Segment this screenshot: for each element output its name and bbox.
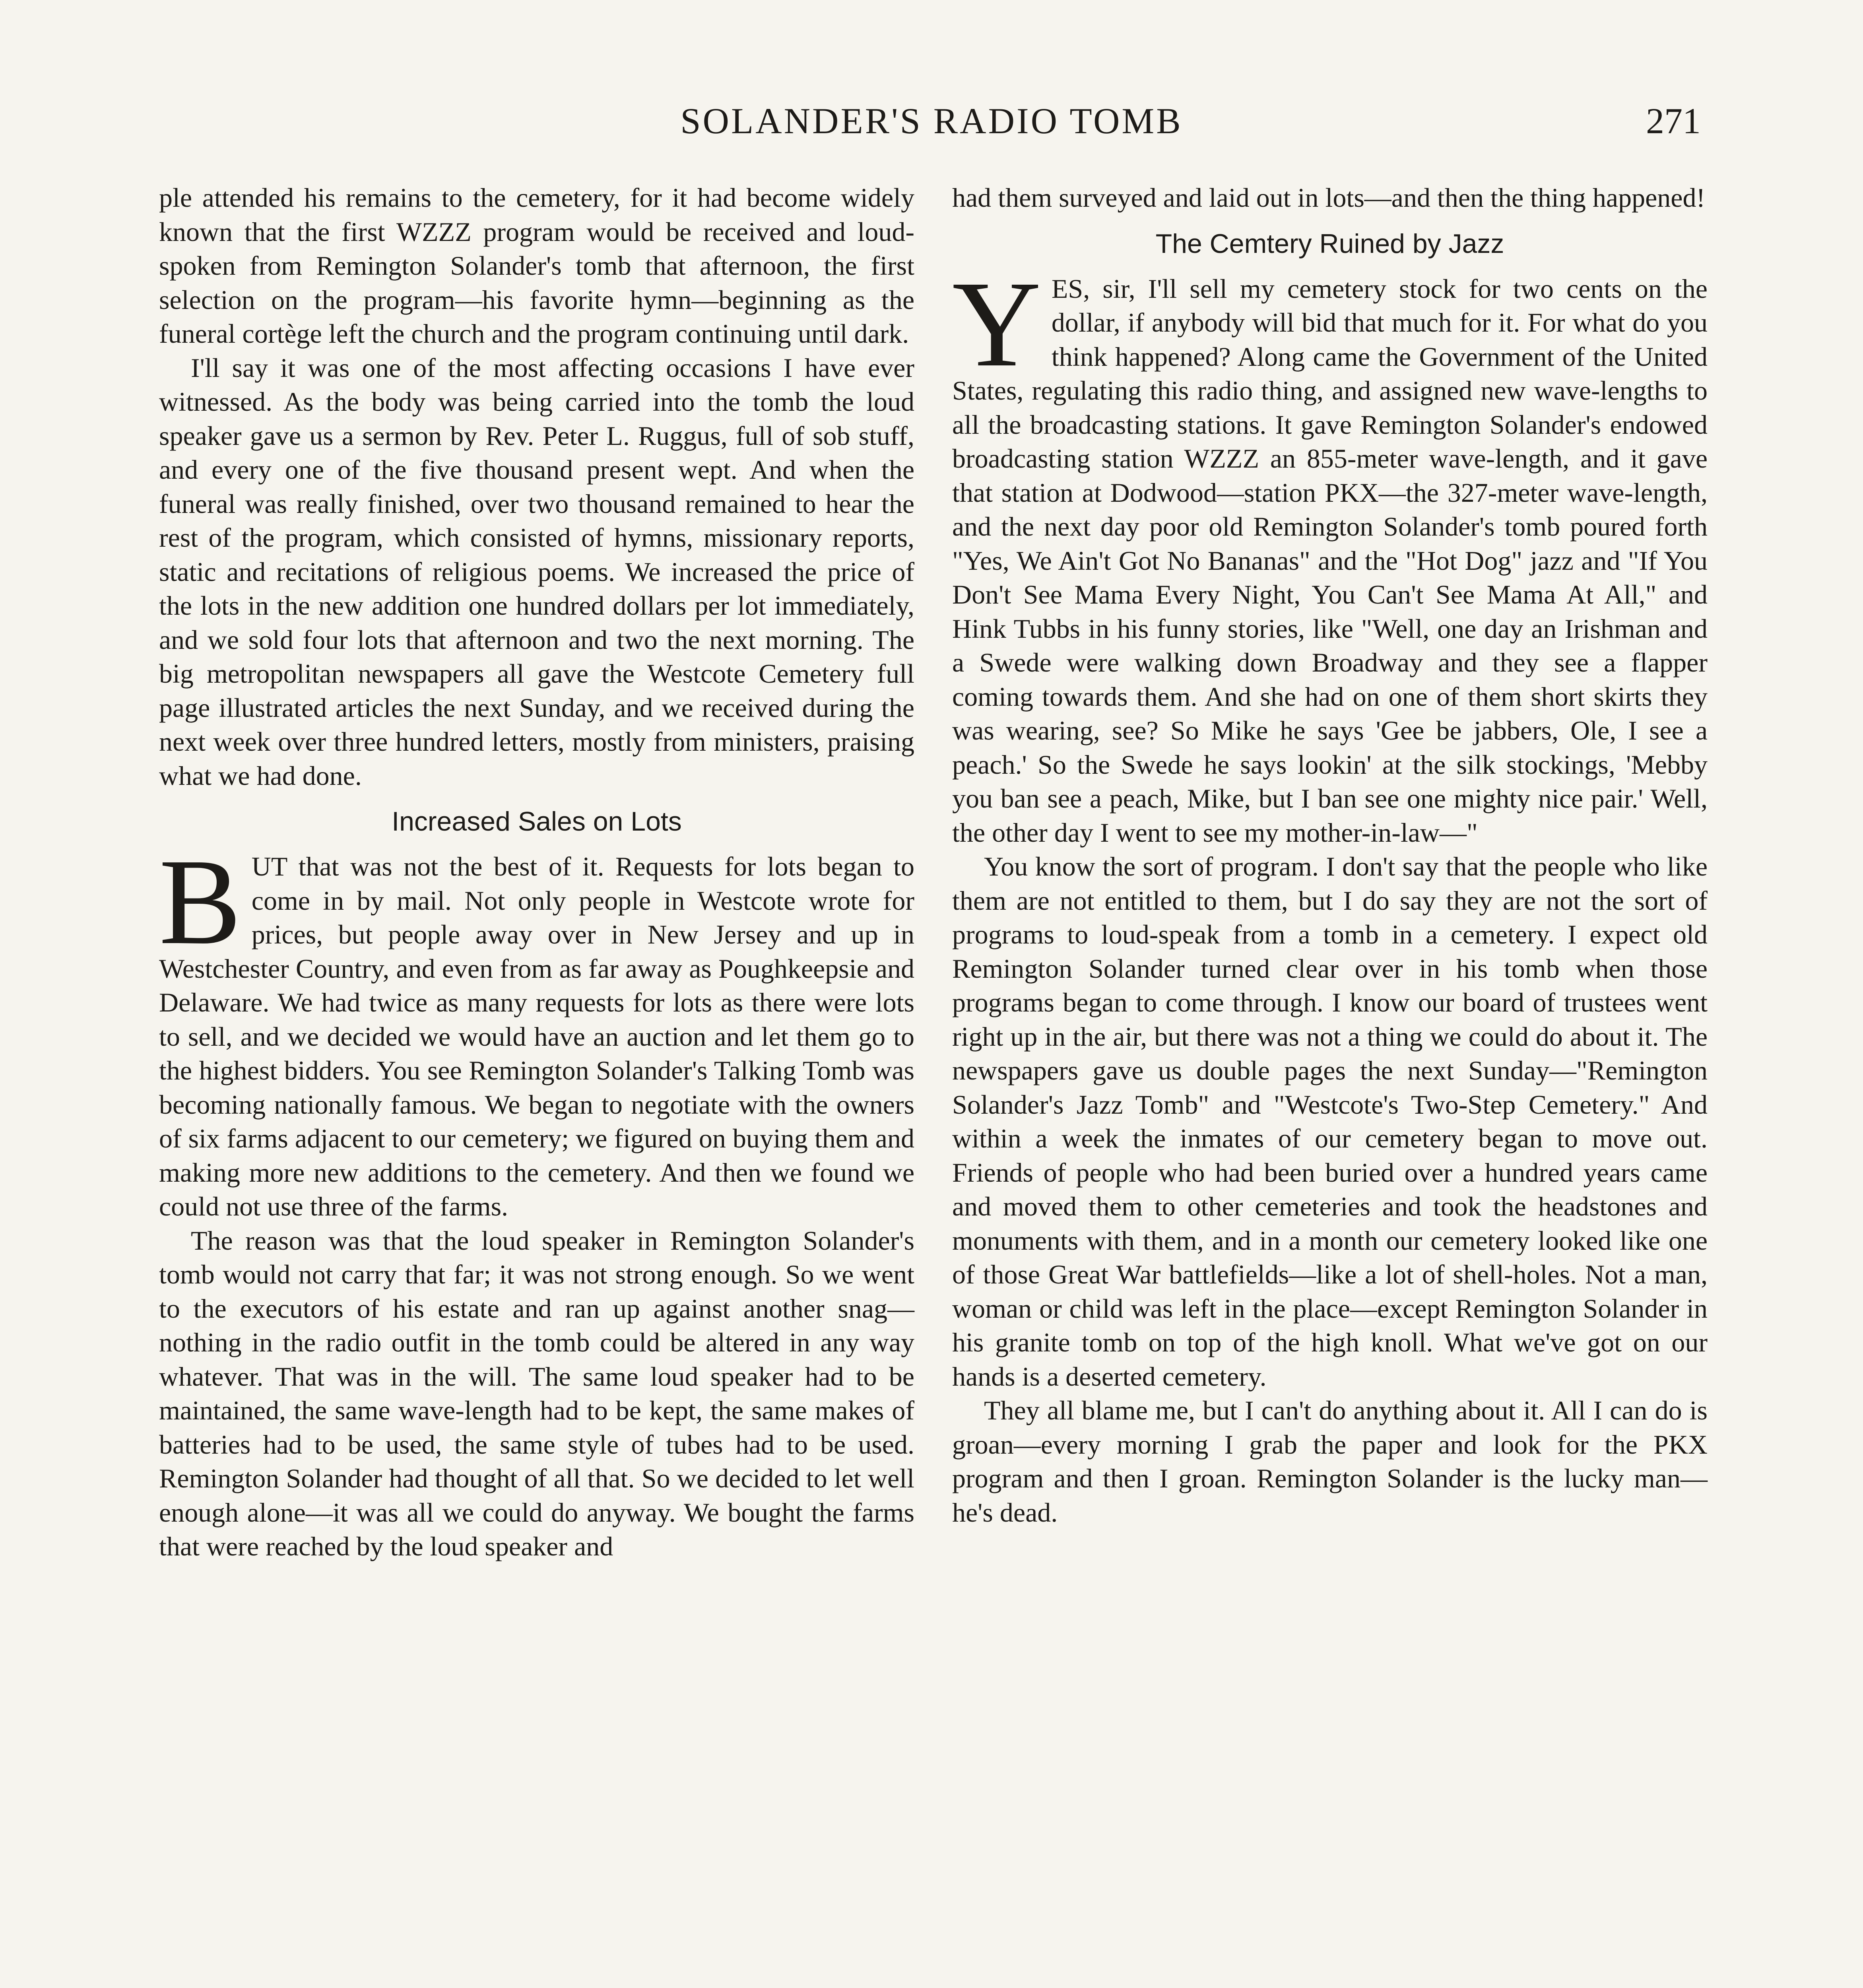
paragraph: had them surveyed and laid out in lots—and then the thing happened! — [952, 182, 1706, 213]
page-number: 271 — [1646, 101, 1701, 141]
right-column — [952, 181, 1708, 1530]
paragraph-text: ES, sir, I'll sell my cemetery stock for two cents on the dollar, if anybody will bid that much for it. For what do you think happened? Along came the Government of the United States, regulating this radio thing, and assigned new wave-lengths to all the broadcasting stations. It gave Remington Solander's endowed broadcasting station WZZZ an 855-meter wave-length, and it gave that station at Dodwood—station PKX—the 327-meter wave-length, and the next day poor old Remington Solander's tomb poured forth "Yes, We Ain't Got No Bananas" and the "Hot Dog" jazz and "If You Don't See Mama Every Night, You Can't See Mama At All," and Hink Tubbs in his funny stories, like "Well, one day an Irishman and a Swede were walking down Broadway and they see a flapper coming towards them. And she had on one of them short skirts they was wearing, see? So Mike he says 'Gee be jabbers, Ole, I see a peach.' So the Swede he says lookin' at the silk stockings, 'Mebby you ban see a peach, Mike, but I ban see one mighty nice pair.' Well, the other day I went to see my mother-in-law—" — [952, 273, 1708, 848]
drop-cap: B — [159, 834, 241, 970]
running-title: SOLANDER'S RADIO TOMB — [680, 101, 1183, 141]
paragraph: The reason was that the loud speaker in Remington Solander's tomb would not carry that far; it was not strong enough. So we went to the executors of his estate and ran up against another snag—nothing in the radio outfit in the tomb could be altered in any way whatever. That was in the will. The same loud speaker had to be maintained, the same wave-length had to be kept, the same makes of batteries had to be used, the same style of tubes had to be used. Remington Solander had thought of all that. So we decided to let well enough alone—it was all we could do anyway. We bought the farms that were reached by the loud speaker and — [159, 1225, 914, 1561]
paragraph-text: UT that was not the best of it. Requests for lots began to come in by mail. Not only people in Westcote wrote for prices, but people away over in New Jersey and up in Westchester Country, and even from as far away as Poughkeepsie and Delaware. We had twice as many requests for lots as there were lots to sell, and we decided we would have an auction and let them go to the highest bidders. You see Remington Solander's Talking Tomb was becoming nationally famous. We began to negotiate with the owners of six farms adjacent to our cemetery; we figured on buying them and making more new additions to the cemetery. And then we found we could not use three of the farms. — [159, 851, 914, 1221]
paragraph: I'll say it was one of the most affecting occasions I have ever witnessed. As the body was being carried into the tomb the loud speaker gave us a sermon by Rev. Peter L. Ruggus, full of sob stuff, and every one of the five thousand present wept. And when the funeral was really finished, over two thousand remained to hear the rest of the program, which consisted of hymns, missionary reports, static and recitations of religious poems. We increased the price of the lots in the new addition one hundred dollars per lot immediately, and we sold four lots that afternoon and two the next morning. The big metropolitan newspapers all gave the Westcote Cemetery full page illustrated articles the next Sunday, and we received during the next week over three hundred letters, mostly from ministers, praising what we had done. — [159, 352, 914, 791]
section-heading: The Cemtery Ruined by Jazz — [1155, 228, 1504, 259]
left-column — [159, 181, 914, 1564]
section-heading: Increased Sales on Lots — [392, 806, 682, 837]
drop-cap: Y — [952, 256, 1041, 392]
paragraph: You know the sort of program. I don't say that the people who like them are not entitled to them, but I do say they are not the sort of programs to loud-speak from a tomb in a cemetery. I expect old Remington Solander turned clear over in his tomb when those programs began to come through. I know our board of trustees went right up in the air, but there was not a thing we could do about it. The newspapers gave us double pages the next Sunday—"Remington Solander's Jazz Tomb" and "Westcote's Two-Step Cemetery." And within a week the inmates of our cemetery began to move out. Friends of people who had been buried over a hundred years came and moved them to other cemeteries and took the headstones and monuments with them, and in a month our cemetery looked like one of those Great War battlefields—like a lot of shell-holes. Not a man, woman or child was left in the place—except Remington Solander in his granite tomb on top of the high knoll. What we've got on our hands is a deserted cemetery. — [952, 851, 1708, 1392]
paragraph: ple attended his remains to the cemetery, for it had become widely known that the first WZZZ program would be received and loud-spoken from Remington Solander's tomb that afternoon, the first selection on the program—his favorite hymn—beginning as the funeral cortège left the church and the program continuing until dark. — [159, 182, 914, 349]
paragraph-with-drop-cap — [159, 834, 914, 1224]
paragraph: They all blame me, but I can't do anything about it. All I can do is groan—every morning I grab the paper and look for the PKX program and then I groan. Remington Solander is the lucky man—he's dead. — [952, 1395, 1708, 1528]
paragraph-with-drop-cap — [952, 256, 1708, 850]
